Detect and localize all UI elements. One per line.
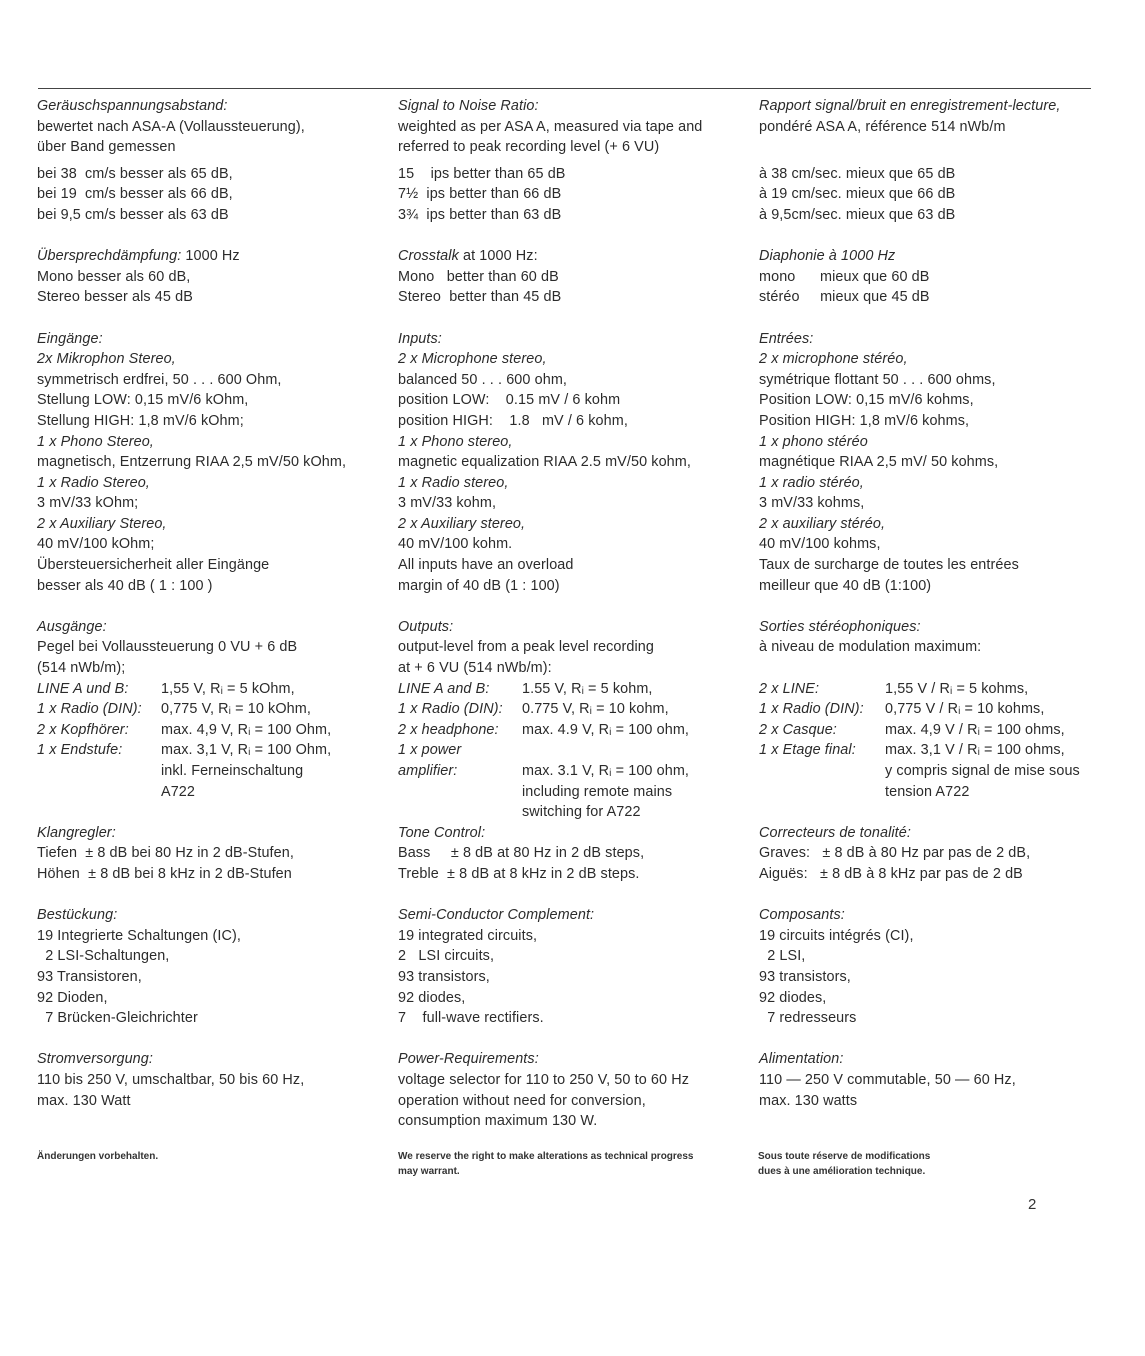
- en-parts-line: 93 transistors,: [398, 968, 490, 985]
- en-footnote-line: may warrant.: [398, 1166, 460, 1177]
- fr-input-line: magnétique RIAA 2,5 mV/ 50 kohms,: [759, 454, 999, 471]
- de-output-key: LINE A und B:: [37, 680, 129, 697]
- en-input-aux: 2 x Auxiliary stereo,: [398, 515, 526, 532]
- fr-input-radio: 1 x radio stéréo,: [759, 474, 864, 491]
- de-parts-line: 93 Transistoren,: [37, 968, 142, 985]
- fr-footnote: [758, 1149, 930, 1179]
- fr-output-value: max. 3,1 V / Rᵢ = 100 ohms,: [885, 742, 1065, 759]
- fr-parts-line: 92 diodes,: [759, 989, 827, 1006]
- english-column: [398, 96, 738, 1132]
- de-input-line: 3 mV/33 kOhm;: [37, 495, 139, 512]
- de-input-radio: 1 x Radio Stereo,: [37, 474, 150, 491]
- de-output-value: inkl. Ferneinschaltung: [161, 763, 304, 779]
- fr-snr-heading: Rapport signal/bruit en enregistrement-lecture,: [759, 98, 1061, 114]
- fr-output-value: 0,775 V / Rᵢ = 10 kohms,: [885, 701, 1045, 718]
- en-output-value: max. 3.1 V, Rᵢ = 100 ohm,: [522, 763, 690, 779]
- en-power-heading: Power-Requirements:: [398, 1051, 539, 1068]
- fr-snr-row: à 38 cm/sec. mieux que 65 dB: [759, 165, 956, 182]
- fr-output-value: 1,55 V / Rᵢ = 5 kohms,: [885, 680, 1029, 697]
- fr-parts-line: 2 LSI,: [759, 948, 806, 965]
- en-output-key: amplifier:: [398, 763, 458, 779]
- fr-snr-row: à 9,5cm/sec. mieux que 63 dB: [759, 206, 956, 223]
- de-footnote: Änderungen vorbehalten.: [37, 1151, 159, 1162]
- de-crosstalk-freq: 1000 Hz: [181, 248, 240, 265]
- en-crosstalk-heading: Crosstalk: [398, 248, 459, 265]
- en-input-line: All inputs have an overload: [398, 557, 574, 574]
- fr-input-line: 40 mV/100 kohms,: [759, 536, 881, 553]
- fr-input-aux: 2 x auxiliary stéréo,: [759, 515, 886, 532]
- en-footnote: [398, 1149, 693, 1179]
- de-input-line: besser als 40 dB ( 1 : 100 ): [37, 577, 213, 594]
- fr-input-line: Position HIGH: 1,8 mV/6 kohms,: [759, 412, 970, 429]
- en-tone-line: Treble ± 8 dB at 8 kHz in 2 dB steps.: [398, 865, 640, 882]
- en-snr-heading: Signal to Noise Ratio:: [398, 98, 539, 114]
- en-snr-row: 3¾ ips better than 63 dB: [398, 206, 562, 223]
- en-power-line: voltage selector for 110 to 250 V, 50 to 60 Hz: [398, 1071, 689, 1088]
- de-tone-line: Höhen ± 8 dB bei 8 kHz in 2 dB-Stufen: [37, 865, 292, 882]
- de-power-heading: Stromversorgung:: [37, 1051, 153, 1068]
- en-parts-line: 19 integrated circuits,: [398, 927, 538, 944]
- de-input-mic: 2x Mikrophon Stereo,: [37, 351, 176, 368]
- fr-output-value: max. 4,9 V / Rᵢ = 100 ohms,: [885, 721, 1065, 738]
- de-tone-heading: Klangregler:: [37, 824, 116, 841]
- fr-output-key: 2 x LINE:: [759, 680, 820, 697]
- en-input-line: 3 mV/33 kohm,: [398, 495, 497, 512]
- fr-crosstalk-line: stéréo mieux que 45 dB: [759, 289, 930, 306]
- fr-footnote-line: dues à une amélioration technique.: [758, 1166, 926, 1177]
- de-tone-line: Tiefen ± 8 dB bei 80 Hz in 2 dB-Stufen,: [37, 845, 294, 862]
- de-crosstalk-heading: Übersprechdämpfung:: [37, 248, 182, 265]
- de-output-value: 1,55 V, Rᵢ = 5 kOhm,: [161, 680, 295, 697]
- en-tone-line: Bass ± 8 dB at 80 Hz in 2 dB steps,: [398, 845, 645, 862]
- de-snr-row: bei 9,5 cm/s besser als 63 dB: [37, 206, 229, 223]
- fr-output-line: à niveau de modulation maximum:: [759, 639, 982, 656]
- en-output-value: 0.775 V, Rᵢ = 10 kohm,: [522, 701, 669, 718]
- de-power-line: max. 130 Watt: [37, 1092, 131, 1109]
- fr-tone-line: Graves: ± 8 dB à 80 Hz par pas de 2 dB,: [759, 845, 1031, 862]
- de-snr-line: bewertet nach ASA-A (Vollaussteuerung),: [37, 118, 305, 135]
- de-output-value: max. 3,1 V, Rᵢ = 100 Ohm,: [161, 742, 332, 759]
- fr-output-value: tension A722: [885, 783, 970, 800]
- fr-input-line: Position LOW: 0,15 mV/6 kohms,: [759, 392, 974, 409]
- fr-snr-line: pondéré ASA A, référence 514 nWb/m: [759, 118, 1006, 135]
- de-parts-line: 7 Brücken-Gleichrichter: [37, 1010, 198, 1027]
- en-output-key: 1 x power: [398, 742, 462, 759]
- fr-outputs-heading: Sorties stéréophoniques:: [759, 618, 921, 635]
- en-snr-row: 7½ ips better than 66 dB: [398, 186, 562, 203]
- en-tone-heading: Tone Control:: [398, 824, 486, 841]
- de-parts-line: 92 Dioden,: [37, 989, 108, 1006]
- de-snr-line: über Band gemessen: [37, 139, 176, 156]
- en-input-mic: 2 x Microphone stereo,: [398, 351, 547, 368]
- de-power-line: 110 bis 250 V, umschaltbar, 50 bis 60 Hz,: [37, 1071, 305, 1088]
- de-input-line: 40 mV/100 kOhm;: [37, 536, 155, 553]
- german-column: [37, 96, 382, 1111]
- en-power-line: consumption maximum 130 W.: [398, 1113, 598, 1130]
- french-column: [759, 96, 1094, 1111]
- de-outputs-heading: Ausgänge:: [37, 618, 107, 635]
- de-input-line: magnetisch, Entzerrung RIAA 2,5 mV/50 kOhm,: [37, 454, 347, 471]
- top-rule: [38, 88, 1091, 89]
- fr-input-line: meilleur que 40 dB (1:100): [759, 577, 932, 594]
- en-snr-line: weighted as per ASA A, measured via tape and: [398, 118, 703, 135]
- page-number: 2: [1028, 1196, 1037, 1213]
- fr-power-line: 110 — 250 V commutable, 50 — 60 Hz,: [759, 1071, 1016, 1088]
- en-input-line: balanced 50 . . . 600 ohm,: [398, 371, 568, 388]
- fr-output-key: 1 x Radio (DIN):: [759, 701, 864, 718]
- de-parts-line: 19 Integrierte Schaltungen (IC),: [37, 927, 241, 944]
- de-input-aux: 2 x Auxiliary Stereo,: [37, 515, 167, 532]
- fr-input-line: 3 mV/33 kohms,: [759, 495, 865, 512]
- de-crosstalk-line: Stereo besser als 45 dB: [37, 289, 193, 306]
- fr-input-phono: 1 x phono stéréo: [759, 433, 868, 450]
- fr-crosstalk-heading: Diaphonie à 1000 Hz: [759, 248, 896, 265]
- en-input-line: margin of 40 dB (1 : 100): [398, 577, 560, 594]
- fr-power-line: max. 130 watts: [759, 1092, 858, 1109]
- fr-crosstalk-line: mono mieux que 60 dB: [759, 268, 930, 285]
- en-power-line: operation without need for conversion,: [398, 1092, 646, 1109]
- en-parts-line: 2 LSI circuits,: [398, 948, 495, 965]
- en-input-line: magnetic equalization RIAA 2.5 mV/50 kohm,: [398, 454, 691, 471]
- fr-output-key: 1 x Etage final:: [759, 742, 856, 759]
- de-input-line: Stellung LOW: 0,15 mV/6 kOhm,: [37, 392, 249, 409]
- de-output-value: max. 4,9 V, Rᵢ = 100 Ohm,: [161, 721, 332, 738]
- en-output-key: LINE A and B:: [398, 680, 490, 697]
- de-snr-row: bei 38 cm/s besser als 65 dB,: [37, 165, 233, 182]
- en-snr-line: referred to peak recording level (+ 6 VU): [398, 139, 660, 156]
- en-input-line: position LOW: 0.15 mV / 6 kohm: [398, 392, 621, 409]
- fr-output-key: 2 x Casque:: [759, 721, 837, 738]
- de-inputs-heading: Eingänge:: [37, 330, 103, 347]
- de-output-value: 0,775 V, Rᵢ = 10 kOhm,: [161, 701, 311, 718]
- fr-parts-heading: Composants:: [759, 907, 845, 924]
- en-output-line: at + 6 VU (514 nWb/m):: [398, 660, 552, 677]
- de-input-line: symmetrisch erdfrei, 50 . . . 600 Ohm,: [37, 371, 282, 388]
- en-output-key: 2 x headphone:: [398, 721, 499, 738]
- fr-snr-row: à 19 cm/sec. mieux que 66 dB: [759, 186, 956, 203]
- fr-parts-line: 93 transistors,: [759, 968, 851, 985]
- fr-input-line: symétrique flottant 50 . . . 600 ohms,: [759, 371, 996, 388]
- en-output-value: max. 4.9 V, Rᵢ = 100 ohm,: [522, 721, 690, 738]
- en-crosstalk-freq: at 1000 Hz:: [458, 248, 538, 265]
- fr-output-value: y compris signal de mise sous: [885, 763, 1080, 779]
- en-output-value: switching for A722: [522, 804, 641, 821]
- en-inputs-heading: Inputs:: [398, 330, 442, 347]
- de-output-line: (514 nWb/m);: [37, 660, 126, 677]
- fr-footnote-line: Sous toute réserve de modifications: [758, 1151, 931, 1162]
- en-output-line: output-level from a peak level recording: [398, 639, 654, 656]
- fr-input-line: Taux de surcharge de toutes les entrées: [759, 557, 1019, 574]
- en-parts-line: 7 full-wave rectifiers.: [398, 1010, 544, 1027]
- de-parts-heading: Bestückung:: [37, 907, 118, 924]
- en-crosstalk-line: Mono better than 60 dB: [398, 268, 559, 285]
- fr-parts-line: 7 redresseurs: [759, 1010, 857, 1027]
- en-output-key: 1 x Radio (DIN):: [398, 701, 503, 718]
- de-input-line: Übersteuersicherheit aller Eingänge: [37, 557, 270, 574]
- de-output-key: 2 x Kopfhörer:: [37, 721, 129, 738]
- en-input-radio: 1 x Radio stereo,: [398, 474, 509, 491]
- fr-inputs-heading: Entrées:: [759, 330, 814, 347]
- de-output-key: 1 x Endstufe:: [37, 742, 123, 759]
- de-snr-heading: Geräuschspannungsabstand:: [37, 98, 228, 114]
- fr-input-mic: 2 x microphone stéréo,: [759, 351, 908, 368]
- en-output-value: 1.55 V, Rᵢ = 5 kohm,: [522, 680, 653, 697]
- de-parts-line: 2 LSI-Schaltungen,: [37, 948, 170, 965]
- de-output-value: A722: [161, 783, 196, 800]
- en-output-value: including remote mains: [522, 783, 673, 800]
- de-input-line: Stellung HIGH: 1,8 mV/6 kOhm;: [37, 412, 244, 429]
- en-input-line: 40 mV/100 kohm.: [398, 536, 513, 553]
- de-output-line: Pegel bei Vollaussteuerung 0 VU + 6 dB: [37, 639, 298, 656]
- en-parts-line: 92 diodes,: [398, 989, 466, 1006]
- fr-power-heading: Alimentation:: [759, 1051, 844, 1068]
- en-input-line: position HIGH: 1.8 mV / 6 kohm,: [398, 412, 628, 429]
- en-parts-heading: Semi-Conductor Complement:: [398, 907, 595, 924]
- fr-tone-line: Aiguës: ± 8 dB à 8 kHz par pas de 2 dB: [759, 865, 1023, 882]
- de-output-key: 1 x Radio (DIN):: [37, 701, 142, 718]
- en-input-phono: 1 x Phono stereo,: [398, 433, 513, 450]
- de-input-phono: 1 x Phono Stereo,: [37, 433, 154, 450]
- de-crosstalk-line: Mono besser als 60 dB,: [37, 268, 191, 285]
- en-crosstalk-line: Stereo better than 45 dB: [398, 289, 562, 306]
- de-snr-row: bei 19 cm/s besser als 66 dB,: [37, 186, 233, 203]
- en-snr-row: 15 ips better than 65 dB: [398, 165, 566, 182]
- en-outputs-heading: Outputs:: [398, 618, 454, 635]
- fr-tone-heading: Correcteurs de tonalité:: [759, 824, 911, 841]
- en-footnote-line: We reserve the right to make alterations as technical progress: [398, 1151, 694, 1162]
- fr-parts-line: 19 circuits intégrés (CI),: [759, 927, 914, 944]
